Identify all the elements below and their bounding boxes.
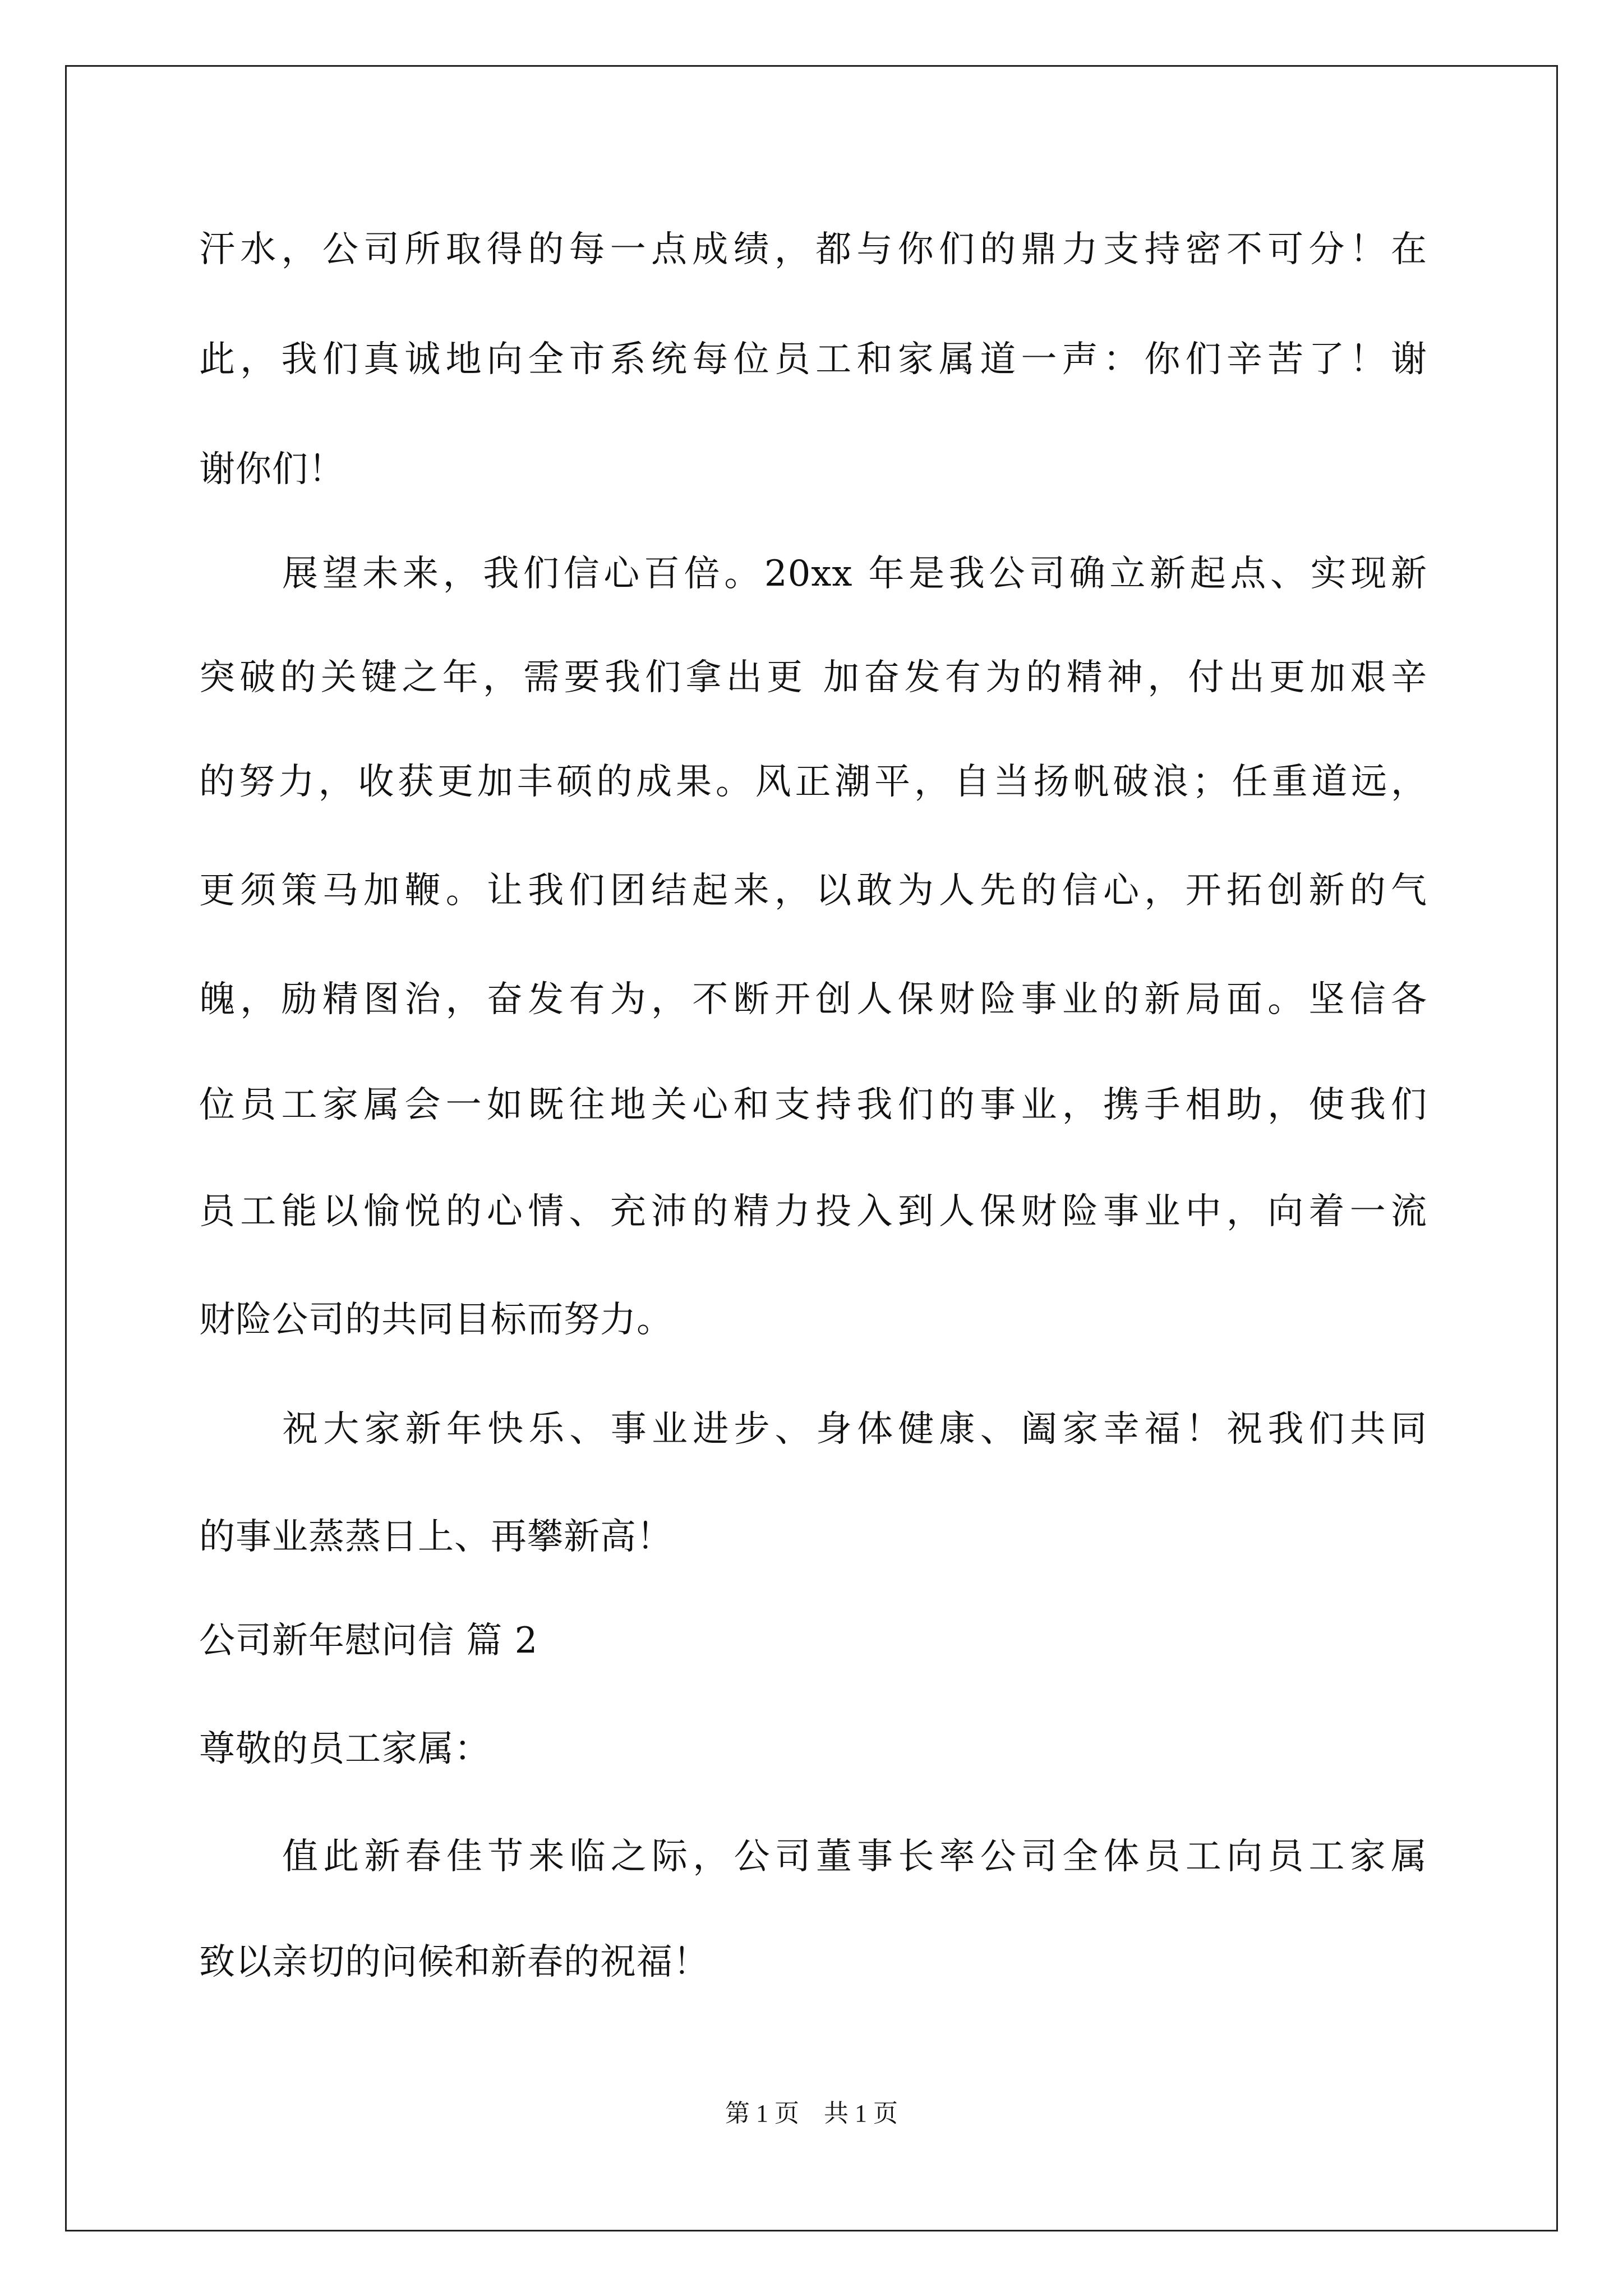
paragraph-line: 的事业蒸蒸日上、再攀新高！ [199, 1516, 673, 1558]
paragraph-line: 突破的关键之年，需要我们拿出更 加奋发有为的精神，付出更加艰辛 [199, 657, 1427, 698]
paragraph-line: 员工能以愉悦的心情、充沛的精力投入到人保财险事业中，向着一流 [199, 1191, 1427, 1232]
page-border [65, 65, 1558, 2231]
paragraph-line: 汗水，公司所取得的每一点成绩，都与你们的鼎力支持密不可分！在 [199, 229, 1427, 270]
paragraph-line: 祝大家新年快乐、事业进步、身体健康、阖家幸福！祝我们共同 [282, 1409, 1427, 1450]
paragraph-line: 此，我们真诚地向全市系统每位员工和家属道一声：你们辛苦了！谢 [199, 339, 1427, 380]
paragraph-line: 的努力，收获更加丰硕的成果。风正潮平，自当扬帆破浪；任重道远， [199, 761, 1427, 803]
section-heading: 公司新年慰问信 篇 2 [199, 1620, 538, 1662]
paragraph-line: 谢你们！ [199, 449, 345, 490]
paragraph-line: 展望未来，我们信心百倍。20xx 年是我公司确立新起点、实现新 [282, 553, 1427, 595]
paragraph-line: 财险公司的共同目标而努力。 [199, 1299, 673, 1341]
page-number-footer: 第 1 页 共 1 页 [725, 2100, 898, 2127]
paragraph-line: 更须策马加鞭。让我们团结起来，以敢为人先的信心，开拓创新的气 [199, 870, 1427, 912]
salutation: 尊敬的员工家属： [199, 1728, 491, 1770]
paragraph-line: 值此新春佳节来临之际，公司董事长率公司全体员工向员工家属 [282, 1836, 1427, 1878]
paragraph-line: 位员工家属会一如既往地关心和支持我们的事业，携手相助，使我们 [199, 1084, 1427, 1126]
paragraph-line: 魄，励精图治，奋发有为，不断开创人保财险事业的新局面。坚信各 [199, 979, 1427, 1020]
paragraph-line: 致以亲切的问候和新春的祝福！ [199, 1941, 709, 1983]
